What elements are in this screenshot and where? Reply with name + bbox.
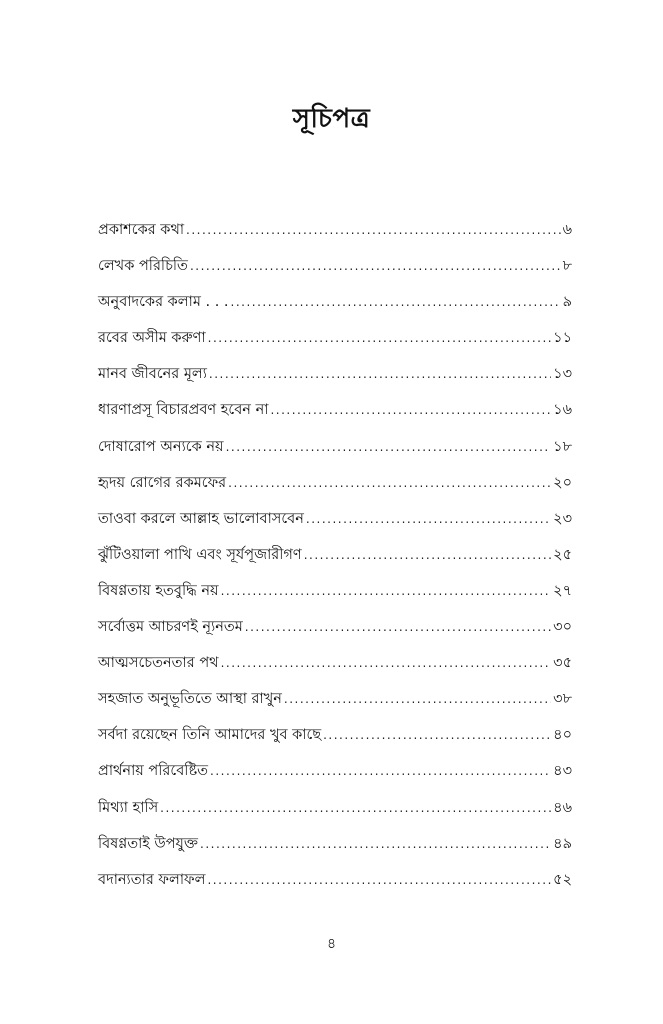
dot-leader (270, 398, 551, 422)
footer-page-number: ৪ (326, 936, 337, 952)
toc-entry-page: ৯ (562, 294, 572, 311)
toc-entry-title: মানব জীবনের মূল্য (98, 366, 207, 383)
toc-entry (98, 471, 572, 507)
dot-leader (190, 254, 561, 278)
dot-leader (210, 759, 551, 783)
toc-entry-page: ৮ (562, 258, 572, 275)
toc-entry-page: ২৫ (553, 546, 572, 563)
toc-entry (98, 362, 572, 398)
toc-entry-page: ৩৮ (553, 691, 572, 708)
toc-entry-title: লেখক পরিচিতি (98, 258, 188, 275)
toc-entry-page: ৬ (562, 222, 572, 238)
toc-entry-title: সর্বদা রয়েছেন তিনি আমাদের খুব কাছে (98, 727, 322, 744)
toc-entry-page: ১১ (553, 330, 572, 347)
toc-entry-page: ৩০ (553, 619, 572, 636)
toc-entry (98, 435, 572, 471)
toc-entry-title: প্রকাশকের কথা (98, 222, 185, 238)
dot-leader (226, 435, 552, 459)
toc-entry (98, 254, 572, 290)
toc-entry (98, 398, 572, 434)
toc-entry (98, 723, 572, 759)
toc-entry (98, 615, 572, 651)
toc-entry-title: বিষণ্ণতাই উপযুক্ত (98, 835, 198, 852)
dot-leader (160, 796, 551, 820)
dot-leader (209, 362, 551, 386)
table-of-contents (98, 218, 572, 904)
toc-entry-title: প্রার্থনায় পরিবেষ্টিত (98, 763, 209, 780)
toc-entry (98, 326, 572, 362)
toc-entry-page: ১৩ (553, 366, 572, 383)
dot-leader (228, 471, 551, 495)
toc-entry-page: ২৭ (553, 582, 572, 599)
toc-entry (98, 687, 572, 723)
dot-leader (306, 507, 551, 531)
toc-entry-page: ৪৩ (553, 763, 572, 780)
toc-entry (98, 832, 572, 868)
toc-entry-page: ২০ (553, 474, 572, 491)
dot-leader (200, 832, 551, 856)
toc-entry (98, 796, 572, 832)
toc-entry-title: অনুবাদকের কলাম . . . (98, 294, 229, 311)
toc-entry-title: মিথ্যা হাসি (98, 799, 159, 816)
toc-entry (98, 868, 572, 904)
dot-leader (221, 579, 552, 603)
toc-entry (98, 290, 572, 326)
dot-leader (304, 543, 551, 567)
dot-leader (245, 615, 551, 639)
toc-entry-title: তাওবা করলে আল্লাহ ভালোবাসবেন (98, 510, 304, 527)
toc-entry-title: বদান্যতার ফলাফল (98, 871, 206, 888)
toc-entry (98, 579, 572, 615)
toc-entry-page: ১৬ (553, 402, 572, 419)
toc-entry-title: বিষণ্ণতায় হতবুদ্ধি নয় (98, 582, 219, 599)
toc-entry (98, 759, 572, 795)
toc-entry-page: ৪৯ (553, 835, 572, 852)
toc-entry-page: ৩৫ (553, 655, 572, 672)
dot-leader (323, 723, 551, 747)
toc-entry-page: ৪৬ (553, 799, 572, 816)
toc-entry-title: আত্মসচেতনতার পথ (98, 655, 219, 672)
dot-leader (207, 868, 551, 892)
toc-entry (98, 507, 572, 543)
dot-leader (186, 218, 561, 242)
toc-entry (98, 218, 572, 254)
dot-leader (208, 326, 552, 350)
toc-entry-title: দোষারোপ অন্যকে নয় (98, 438, 224, 455)
toc-entry-title: হৃদয় রোগের রকমফের (98, 474, 227, 491)
toc-entry-title: রবের অসীম করুণা (98, 330, 206, 347)
dot-leader (221, 651, 552, 675)
page-title: সূচিপত্র (292, 104, 371, 134)
dot-leader (284, 687, 551, 711)
toc-entry-title: সহজাত অনুভূতিতে আস্থা রাখুন (98, 691, 282, 708)
toc-entry-page: ৫২ (553, 871, 572, 888)
dot-leader (231, 290, 561, 314)
toc-entry-title: সর্বোত্তম আচরণই ন্যূনতম (98, 619, 243, 636)
toc-entry-title: ঝুঁটিওয়ালা পাখি এবং সূর্যপূজারীগণ (98, 546, 302, 563)
toc-entry (98, 651, 572, 687)
toc-entry (98, 543, 572, 579)
toc-entry-page: ২৩ (553, 510, 572, 527)
toc-entry-page: ৪০ (553, 727, 572, 744)
toc-entry-page: ১৮ (553, 438, 572, 455)
toc-entry-title: ধারণাপ্রসূ বিচারপ্রবণ হবেন না (98, 402, 269, 419)
